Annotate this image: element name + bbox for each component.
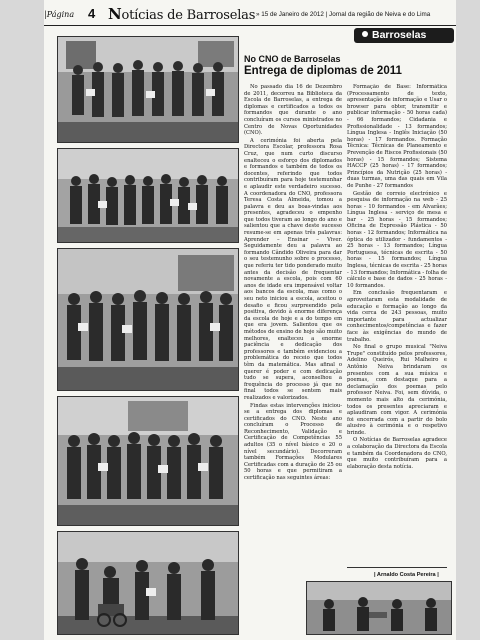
band-photo: [306, 581, 452, 635]
byline-divider: [347, 567, 447, 568]
newspaper-logo: Notícias de Barroselas: [108, 5, 256, 23]
newspaper-page: [44, 0, 456, 640]
page-number: 4: [88, 6, 96, 21]
article-paragraph: Em conclusão frequentaram e aproveitaram esta modalidade de educação e formação ao longo da vida cerca de 243 pessoas, muito importante para actualizar conhecimentos/competências e fazer face às exigências do mundo de trabalho.: [347, 290, 447, 343]
article-column-2: [347, 84, 447, 560]
article-paragraph: O Notícias de Barroselas agradece a colaboração da Directora da Escola e também da Coordenadora do CNO, que muito contribuíram para a elaboração desta notícia.: [347, 437, 447, 470]
article-kicker: No CNO de Barroselas: [244, 54, 341, 64]
article-paragraph: A cerimónia foi aberta pela Directora Escolar, professora Rosa Cruz, que num curto discurso enalteceu o esforço dos diplomados e formandos e também de todos os docentes, referindo que todos contribuíram para hoje testemunhar e aplaudir este verdadeiro sucesso. A coordenadora do CNO, professora Teresa Costa Almeida, tomou a palavra e deu as boas-vindas aos presentes, agradeceu o empenho que todos tiveram ao longo do ano e salientou que a chave deste sucesso resume-se em apenas três palavras: Aprender – Ensinar – Viver. Seguidamente deu a palavra ao formando Cândido Oliveira para dar o seu testemunho sobre o processo, que referiu ter tido ponderado muito antes da decisão de frequentar novamente a escola, pois com 60 anos de idade era impensável voltar aos bancos da escola, mas como o seu neto iniciou a escola, aceitou o desafio e ficou surpreendido pela positiva, devido à enorme diferença da escola de hoje e a do tempo em que era jovem. Salientou que os métodos de ensino de hoje são muito melhores, enalteceu a enorme paciência e dedicação dos professores e também evidenciou a problemática do receio que todos têm da matemática. Mas afinal o querer é poder e com dedicação tudo se supera, aconselhou a frequência do processo já que no final todos se sentem mais realizados e valorizados.: [244, 137, 342, 401]
article-paragraph: No final o grupo musical "Neiva Trupe" constituído pelos professores, Adelino Queirós, Rui Malheiro e Antônio Neiva brindaram os presentes com a sua música e poemas, com destaque para a declamação dos poemas pelo professor Neiva. Foi, sem dúvida, o momento mais alto da cerimónia, todos os presentes apreciaram e aplaudiram com vigor. A cerimónia foi encerrada com a partir do bolo alusivo à cerimónia e o respetivo brinde.: [347, 344, 447, 436]
group-photo-5: [57, 531, 239, 635]
page-header: [44, 4, 456, 26]
article-column-1: [244, 84, 342, 566]
section-tag: Barroselas: [354, 28, 454, 43]
issue-date: » 15 de Janeiro de 2012 | Jornal da região de Neiva e do Lima: [256, 11, 431, 18]
article-paragraph: Findas estas intervenções iniciou-se a entrega dos diplomas e certificados do CNO. Neste ano concluíram o Processo de Reconhecimento, Validação e Certificação de Competências 55 adultos (35 o nível básico e 20 o nível secundário). Decorreram também Formações Modulares Certificadas com a duração de 25 ou 50 horas e que permitiram a certificação nas seguintes áreas:: [244, 402, 342, 482]
article-byline: | Arnaldo Costa Pereira |: [374, 572, 439, 578]
article-headline: Entrega de diplomas de 2011: [244, 65, 402, 77]
group-photo-3: [57, 248, 239, 391]
article-paragraph: Gestão de correio electrónico e pesquisa de informação na web - 25 horas - 10 formandos - em Alvarães; Língua Inglesa - serviço de mesa e bar - 25 horas - 15 formandos; Oficina de Expressão Plástica - 50 horas - 12 formandos; Informática na óptica do utilizador - fundamentos - 25 horas - 13 formandos; Língua Portuguesa, técnicas de escrita - 50 horas - 15 formandos; Língua Inglesa, técnicas de escrita - 25 horas - 13 formandos; Informática - folha de cálculo e base de dados - 25 horas - 10 formandos.: [347, 190, 447, 289]
article-paragraph: No passado dia 16 de Dezembro de 2011, decorreu na Biblioteca da Escola de Barroselas, a entrega de diplomas e certificados a todos os formandos que durante o ano concluíram os cursos ministrados no Centro de Novas Oportunidades (CNO).: [244, 84, 342, 137]
page-label: |Página: [44, 10, 75, 19]
article-paragraph: Formação de Base: Informática (Processamento de texto, apresentação de informação e Usar o browser para obter, transmitir e publicar informação - 50 horas cada) - 66 formandos; Cidadania e Profissionalidade - 13 formandos; Língua Inglesa - Inglês Iniciação (50 horas) - 17 formandos. Formação Técnica: Técnicas de Planeamento e Prevenção de Riscos Profissionais (50 horas) - 15 formandos; Sistema HACCP (25 horas) - 17 formandos; Princípios da Nutrição (25 horas) - duas turmas, uma das quais em Vila de Punhe - 27 formandos: [347, 84, 447, 189]
group-photo-2: [57, 148, 239, 243]
group-photo-4: [57, 396, 239, 526]
group-photo-1: [57, 36, 239, 143]
bullet-icon: [362, 31, 368, 37]
